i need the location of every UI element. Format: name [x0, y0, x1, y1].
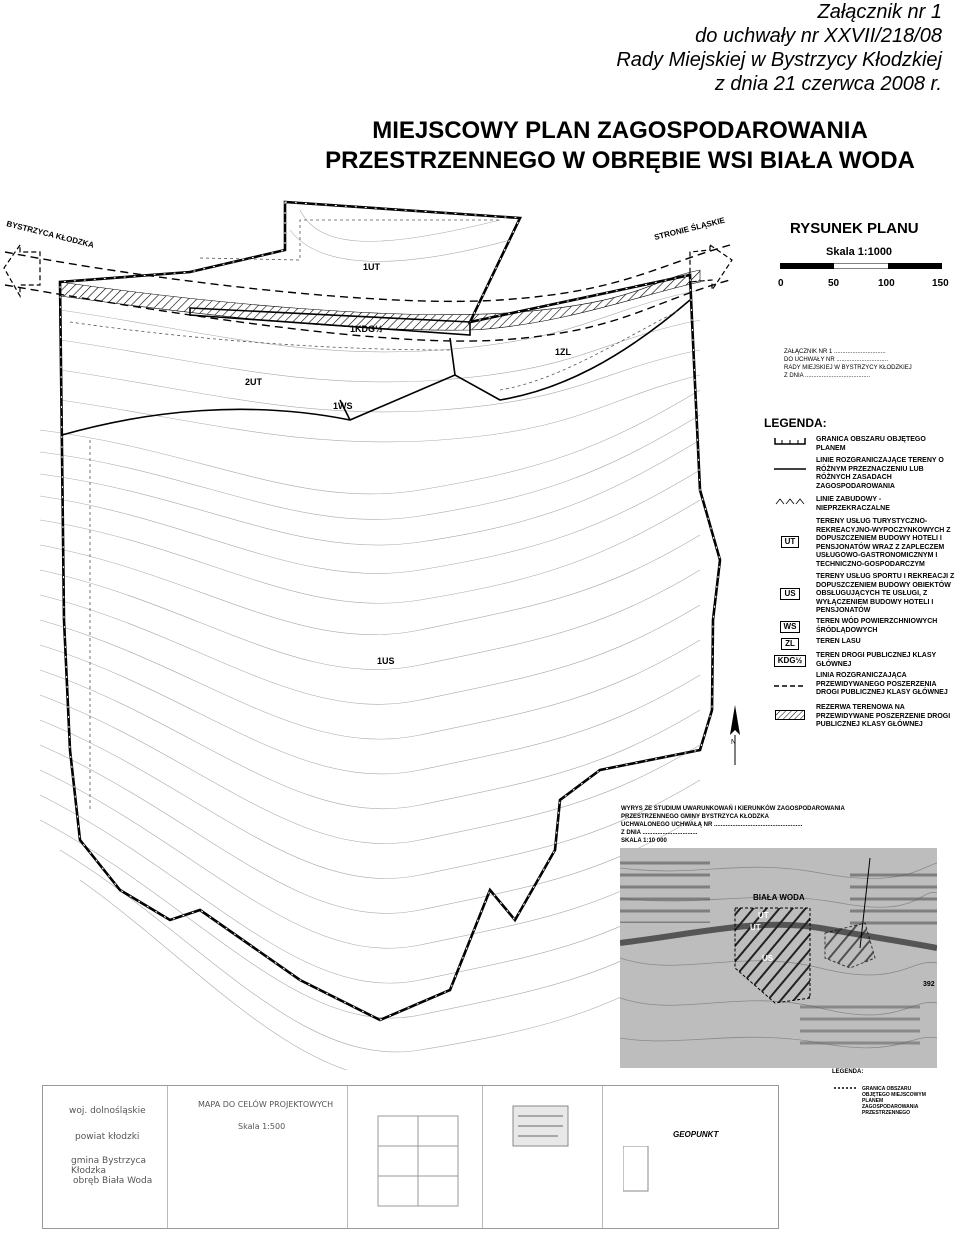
legend-item-boundary	[772, 436, 957, 453]
zone-label-1ut: 1UT	[363, 262, 381, 272]
road-label-right: STRONIE ŚLĄSKIE	[653, 215, 726, 242]
annex-line-1: Załącznik nr 1	[817, 1, 942, 23]
sheet-admin-cell	[43, 1086, 168, 1228]
legend-symbol-zl: ZL	[781, 638, 799, 650]
scale-label: Skala 1:1000	[826, 246, 893, 258]
zone-label-1zl: 1ZL	[555, 347, 572, 357]
annex-stamp	[784, 348, 912, 380]
legend-text: LINIA ROZGRANICZAJĄCA PRZEWIDYWANEGO POSZERZENIA DROGI PUBLICZNEJ KLASY GŁÓWNEJ	[816, 672, 948, 696]
scale-tick-50: 50	[828, 278, 840, 289]
stamp-line-4: Z DNIA .......................................	[784, 373, 871, 379]
legend-item-widening	[772, 672, 957, 698]
inset-label-biala-woda: BIAŁA WODA	[753, 893, 805, 902]
annex-line-4: z dnia 21 czerwca 2008 r.	[714, 73, 942, 95]
legend-text: TEREN DROGI PUBLICZNEJ KLASY GŁÓWNEJ	[816, 652, 937, 668]
dashed-line-icon	[774, 684, 806, 688]
legend-item-kdg	[772, 652, 957, 669]
inset-caption-2: PRZESTRZENNEGO GMINY BYSTRZYCA KŁODZKA	[621, 814, 770, 820]
plan-heading: RYSUNEK PLANU	[790, 220, 919, 237]
inset-caption-4: Z DNIA .................................	[621, 830, 698, 836]
stamp-line-1: ZAŁĄCZNIK NR 1 ...............................	[784, 349, 886, 355]
admin-voivodeship: woj. dolnośląskie	[69, 1106, 146, 1116]
contour-lines	[40, 210, 700, 1070]
sheet-company-cell	[603, 1086, 778, 1228]
zone-label-1kdg: 1KDG½	[350, 324, 383, 334]
sheet-map-title: MAPA DO CELÓW PROJEKTOWYCH	[198, 1100, 334, 1109]
annex-header	[616, 0, 942, 96]
hatch-symbol-icon	[775, 710, 805, 720]
inset-label-392: 392	[923, 981, 935, 988]
legend-text: TEREN LASU	[816, 638, 861, 645]
road-label-left: BYSTRZYCA KŁODZKA	[5, 219, 95, 250]
legend-item-reserve	[772, 704, 957, 730]
legend-symbol-us: US	[780, 588, 799, 600]
road-reserve-hatch	[60, 270, 700, 330]
sheet-map-cell	[168, 1086, 348, 1228]
legend-item-ws	[772, 618, 957, 635]
inset-legend-text: GRANICA OBSZARU OBJĘTEGO MIEJSCOWYM PLANEM ZAGOSPODAROWANIA PRZESTRZENNEGO	[862, 1086, 926, 1116]
svg-text:N: N	[731, 739, 737, 746]
legend-text: TERENY USŁUG SPORTU I REKREACJI Z DOPUSZCZENIEM BUDOWY OBIEKTÓW OBSŁUGUJĄCYCH TE USŁUGI, Z WYŁĄCZENIEM BUDOWY HOTELI I PENSJONATÓW	[816, 573, 955, 614]
inset-label-us: US	[762, 954, 774, 963]
legend-text: LINIE ROZGRANICZAJĄCE TERENY O RÓŻNYM PRZEZNACZENIU LUB RÓŻNYCH ZASADACH ZAGOSPODAROWANIA	[816, 457, 944, 490]
inset-legend-item	[834, 1086, 937, 1116]
inset-label-ut-1: UT	[758, 911, 769, 920]
arrow-right-icon	[690, 245, 732, 290]
legend-symbol-ut: UT	[781, 536, 800, 548]
inset-caption-1: WYRYS ZE STUDIUM UWARUNKOWAŃ I KIERUNKÓW ZAGOSPODAROWANIA	[621, 806, 845, 812]
legend-symbol-kdg: KDG½	[774, 655, 806, 667]
official-stamp-icon	[483, 1086, 603, 1228]
solid-line-icon	[774, 467, 806, 471]
scale-bar	[780, 263, 942, 269]
stamp-line-2: DO UCHWAŁY NR ...............................	[784, 357, 889, 363]
inset-caption-3: UCHWALONEGO UCHWAŁĄ NR .....................................................	[621, 822, 803, 828]
legend-text: TERENY USŁUG TURYSTYCZNO-REKREACYJNO-WYPOCZYNKOWYCH Z DOPUSZCZENIEM BUDOWY HOTELI I PENSJONATÓW WRAZ Z ZAPLECZEM USŁUGOWO-GASTRONOMICZNYM I TECHNICZNO-GOSPODARCZYM	[816, 518, 951, 568]
inset-label-ut-2: UT	[750, 923, 761, 932]
annex-line-3: Rady Miejskiej w Bystrzycy Kłodzkiej	[616, 49, 942, 71]
inset-scale: SKALA 1:10 000	[621, 838, 667, 844]
legend-text: TEREN WÓD POWIERZCHNIOWYCH ŚRÓDLĄDOWYCH	[816, 618, 938, 634]
plan-title-line-1: MIEJSCOWY PLAN ZAGOSPODAROWANIA	[372, 117, 868, 144]
plan-title	[300, 116, 940, 176]
legend-item-zl	[772, 638, 957, 650]
company-logo: GEOPUNKT	[673, 1130, 719, 1139]
admin-commune: gmina Bystrzyca Kłodzka	[71, 1156, 146, 1176]
survey-title-sheet	[42, 1085, 779, 1229]
north-arrow-icon	[730, 705, 740, 765]
inset-caption	[621, 805, 845, 837]
legend-item-division	[772, 457, 957, 491]
stamp-line-3: RADY MIEJSKIEJ W BYSTRZYCY KŁODZKIEJ	[784, 365, 912, 371]
legend-item-ut	[772, 518, 957, 569]
legend-symbol-ws: WS	[780, 621, 801, 633]
company-table-icon	[623, 1146, 653, 1196]
legend-text: REZERWA TERENOWA NA PRZEWIDYWANE POSZERZENIE DROGI PUBLICZNEJ KLASY GŁÓWNEJ	[816, 704, 951, 728]
scale-tick-100: 100	[878, 278, 895, 289]
legend-text: GRANICA OBSZARU OBJĘTEGO PLANEM	[816, 436, 926, 452]
sheet-grid-cell	[348, 1086, 483, 1228]
build-line-icon	[774, 496, 806, 506]
zone-label-1us: 1US	[377, 656, 395, 666]
admin-county: powiat kłodzki	[75, 1132, 140, 1142]
legend-title: LEGENDA:	[764, 416, 827, 430]
dotted-line-icon	[834, 1086, 858, 1090]
scale-tick-0: 0	[778, 278, 784, 289]
admin-precinct: obręb Biała Woda	[73, 1176, 153, 1186]
zone-label-1ws: 1WS	[333, 401, 353, 411]
inset-legend-title: LEGENDA:	[832, 1069, 864, 1075]
zone-label-2ut: 2UT	[245, 377, 263, 387]
legend-text: LINIE ZABUDOWY - NIEPRZEKRACZALNE	[816, 496, 890, 512]
sheet-stamp-cell	[483, 1086, 603, 1228]
sheet-map-scale: Skala 1:500	[238, 1122, 286, 1131]
legend-item-build-line	[772, 496, 957, 513]
plan-title-line-2: PRZESTRZENNEGO W OBRĘBIE WSI BIAŁA WODA	[325, 147, 915, 174]
inset-map	[620, 848, 937, 1068]
boundary-symbol-icon	[774, 436, 806, 446]
scale-tick-150: 150	[932, 278, 949, 289]
annex-line-2: do uchwały nr XXVII/218/08	[695, 25, 942, 47]
sheet-grid-icon	[348, 1086, 478, 1228]
legend-item-us	[772, 573, 957, 616]
